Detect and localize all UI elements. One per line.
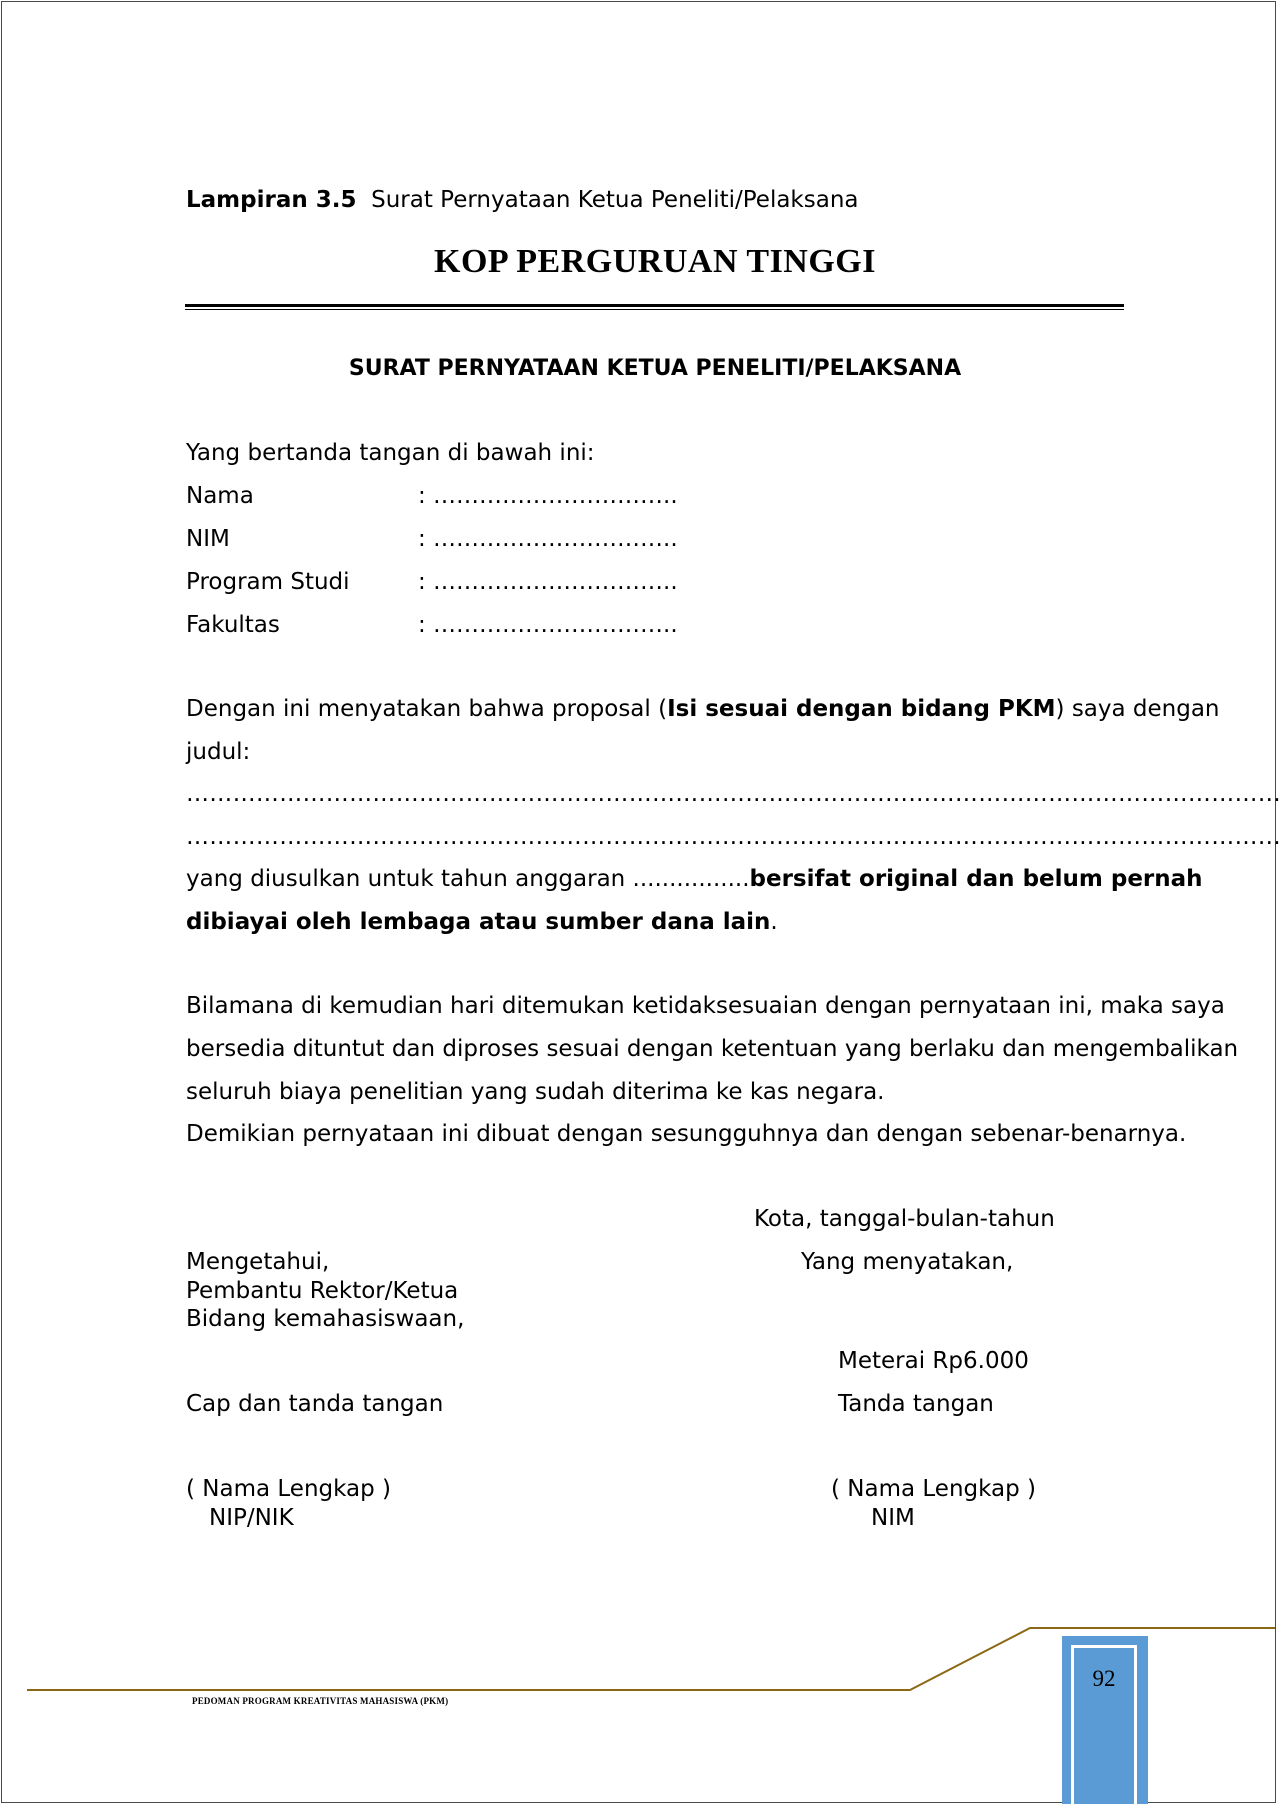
intro-text: Yang bertanda tangan di bawah ini:	[186, 440, 595, 466]
para1-text-before: Dengan ini menyatakan bahwa proposal (	[186, 696, 668, 722]
footer-text: PEDOMAN PROGRAM KREATIVITAS MAHASISWA (PKM)	[192, 1696, 449, 1706]
para2-line3: seluruh biaya penelitian yang sudah diterima ke kas negara.	[186, 1079, 885, 1105]
field-label-fakultas: Fakultas	[186, 612, 280, 638]
para1-text-after: ) saya dengan	[1055, 696, 1220, 722]
page-number: 92	[1092, 1666, 1116, 1691]
field-value-prodi: : …………………………..	[418, 569, 678, 595]
appendix-title: Surat Pernyataan Ketua Peneliti/Pelaksana	[371, 187, 859, 213]
field-label-prodi: Program Studi	[186, 569, 350, 595]
right-sign-name: ( Nama Lengkap )	[831, 1476, 1037, 1502]
field-value-nim: : …………………………..	[418, 526, 678, 552]
left-sign-line1: Mengetahui,	[186, 1249, 330, 1275]
para2-line1-text: Bilamana di kemudian hari ditemukan ketidaksesuaian dengan pernyataan ini, maka saya	[186, 993, 1225, 1019]
place-date: Kota, tanggal-bulan-tahun	[754, 1206, 1055, 1232]
para1-line5-text: yang diusulkan untuk tahun anggaran ................	[186, 866, 750, 892]
field-value-nama: : …………………………..	[418, 483, 678, 509]
title-blank-line-1: ……………………………………………………………………………………………………………………………	[186, 781, 1281, 807]
meterai-label: Meterai Rp6.000	[838, 1348, 1029, 1374]
letterhead-title: KOP PERGURUAN TINGGI	[434, 243, 876, 280]
para1-line6-period: .	[770, 909, 778, 935]
left-sign-name: ( Nama Lengkap )	[186, 1476, 392, 1502]
para1-line2: judul:	[186, 739, 251, 765]
para1-line5-emphasis: bersifat original dan belum pernah	[749, 866, 1203, 892]
para1-emphasis: Isi sesuai dengan bidang PKM	[667, 696, 1056, 722]
right-sign-line1: Yang menyatakan,	[801, 1249, 1014, 1275]
left-sign-placeholder: Cap dan tanda tangan	[186, 1391, 444, 1417]
para1-line6-emphasis: dibiayai oleh lembaga atau sumber dana lain	[186, 909, 771, 935]
right-sign-placeholder: Tanda tangan	[838, 1391, 994, 1417]
right-sign-id: NIM	[871, 1505, 915, 1531]
para2-line2-text: bersedia dituntut dan diproses sesuai dengan ketentuan yang berlaku dan mengembalikan	[186, 1036, 1239, 1062]
left-sign-id: NIP/NIK	[209, 1505, 294, 1531]
left-sign-line2: Pembantu Rektor/Ketua	[186, 1278, 459, 1304]
appendix-number: Lampiran 3.5	[186, 187, 357, 213]
para2-line4: Demikian pernyataan ini dibuat dengan sesungguhnya dan dengan sebenar-benarnya.	[186, 1121, 1187, 1147]
field-label-nama: Nama	[186, 483, 254, 509]
letter-heading: SURAT PERNYATAAN KETUA PENELITI/PELAKSANA	[348, 356, 962, 381]
left-sign-line3: Bidang kemahasiswaan,	[186, 1306, 465, 1332]
field-value-fakultas: : …………………………..	[418, 612, 678, 638]
field-label-nim: NIM	[186, 526, 230, 552]
title-blank-line-2: ……………………………………………………………………………………………………………………………	[186, 824, 1281, 850]
